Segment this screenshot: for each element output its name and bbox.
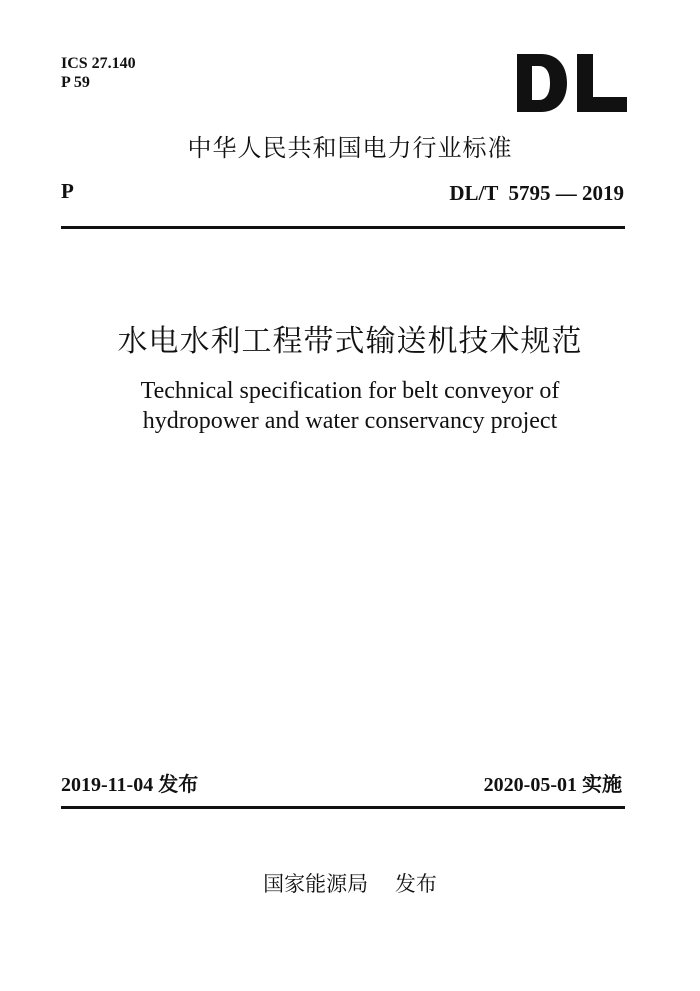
issue-date: 2019-11-04 [61, 774, 154, 796]
classification-letter: P [61, 179, 74, 203]
publisher-block [0, 870, 700, 898]
implementation-date: 2020-05-01 [483, 774, 577, 796]
title-english [0, 376, 700, 436]
industry-standard-name: 中华人民共和国电力行业标准 [187, 134, 513, 162]
dl-logo [517, 54, 627, 112]
bottom-divider [61, 806, 625, 809]
title-chinese: 水电水利工程带式输送机技术规范 [117, 324, 583, 359]
title-english-line-2: hydropower and water conservancy project [142, 408, 558, 434]
title-english-line-1: Technical specification for belt conveyor of [140, 378, 560, 404]
issue-date-block [61, 771, 198, 798]
implementation-label: 实施 [582, 772, 622, 796]
implementation-date-block [484, 771, 622, 798]
ics-code: ICS 27.140 [61, 55, 136, 72]
top-divider [61, 226, 625, 229]
publisher-action: 发布 [394, 872, 437, 896]
logo-letter-d [517, 54, 567, 112]
standard-number: DL/T 5795 — 2019 [449, 181, 624, 205]
classification-codes [61, 54, 136, 92]
ccs-code: P 59 [61, 74, 90, 91]
issue-label: 发布 [158, 772, 199, 796]
logo-letter-l [577, 54, 627, 112]
publisher-name: 国家能源局 [263, 872, 369, 896]
